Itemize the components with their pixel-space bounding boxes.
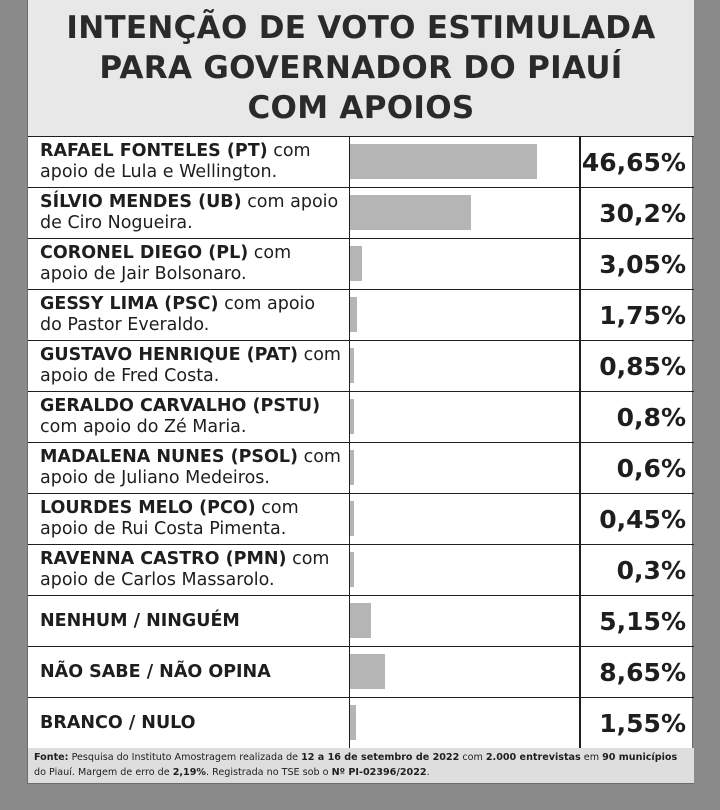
candidate-cell — [28, 698, 349, 748]
value-label: 46,65% — [579, 137, 694, 187]
value-label: 8,65% — [579, 647, 694, 697]
table-row — [28, 239, 694, 290]
candidate-text — [40, 141, 311, 183]
candidate-cell — [28, 647, 349, 697]
candidate-name: LOURDES MELO (PCO) — [40, 498, 256, 518]
bar-cell — [349, 239, 579, 289]
table-row — [28, 188, 694, 239]
candidate-cell — [28, 443, 349, 493]
candidate-cell — [28, 137, 349, 187]
source-municipalities: 90 municípios — [602, 752, 678, 763]
candidate-support: com apoio — [218, 294, 316, 314]
candidate-name: GESSY LIMA (PSC) — [40, 294, 219, 314]
source-text: . Registrada no TSE sob o — [206, 767, 332, 778]
value-label: 5,15% — [579, 596, 694, 646]
candidate-name: SÍLVIO MENDES (UB) — [40, 192, 242, 212]
source-registration: Nº PI-02396/2022 — [331, 767, 427, 778]
candidate-name: NÃO SABE / NÃO OPINA — [40, 661, 271, 682]
candidate-text — [40, 498, 299, 540]
value-label: 0,8% — [579, 392, 694, 442]
candidate-support: com — [298, 345, 341, 365]
table-row — [28, 494, 694, 545]
bar-cell — [349, 341, 579, 391]
bar — [350, 144, 537, 179]
value-label: 0,3% — [579, 545, 694, 595]
bar — [350, 603, 371, 638]
bar-cell — [349, 698, 579, 748]
title-line-1: INTENÇÃO DE VOTO ESTIMULADA — [66, 10, 656, 46]
candidate-cell — [28, 239, 349, 289]
candidate-cell — [28, 290, 349, 340]
value-label: 0,45% — [579, 494, 694, 544]
bar — [350, 501, 354, 536]
candidate-support: apoio de Fred Costa. — [40, 366, 220, 386]
value-label: 1,75% — [579, 290, 694, 340]
bar — [350, 705, 356, 740]
table-row — [28, 545, 694, 596]
candidate-text — [40, 192, 338, 234]
candidate-support: com apoio do Zé Maria. — [40, 417, 247, 437]
candidate-cell — [28, 341, 349, 391]
source-text: com — [459, 752, 486, 763]
candidate-name: RAFAEL FONTELES (PT) — [40, 141, 268, 161]
candidate-support: do Pastor Everaldo. — [40, 315, 210, 335]
source-text: . — [426, 767, 430, 778]
table-row — [28, 137, 694, 188]
candidate-support: com — [298, 447, 341, 467]
results-table — [28, 136, 694, 749]
candidate-text — [40, 549, 329, 591]
bar-cell — [349, 443, 579, 493]
bar-cell — [349, 290, 579, 340]
source-label: Fonte: — [34, 752, 69, 763]
bar — [350, 246, 362, 281]
candidate-text — [40, 345, 341, 387]
bar-cell — [349, 545, 579, 595]
candidate-cell — [28, 392, 349, 442]
table-row — [28, 341, 694, 392]
table-row — [28, 647, 694, 698]
candidate-cell — [28, 596, 349, 646]
source-text: Pesquisa do Instituto Amostragem realizada de — [68, 752, 302, 763]
candidate-support: apoio de Juliano Medeiros. — [40, 468, 270, 488]
bar — [350, 450, 354, 485]
candidate-text — [40, 662, 271, 683]
bar — [350, 552, 354, 587]
candidate-text — [40, 447, 341, 489]
candidate-support: com — [248, 243, 292, 263]
candidate-cell — [28, 545, 349, 595]
candidate-support: com — [267, 141, 311, 161]
source-note — [28, 748, 694, 784]
bar — [350, 195, 471, 230]
bar-cell — [349, 188, 579, 238]
value-label: 1,55% — [579, 698, 694, 748]
bar — [350, 399, 354, 434]
candidate-text — [40, 611, 240, 632]
value-label: 3,05% — [579, 239, 694, 289]
table-row — [28, 392, 694, 443]
candidate-name: GUSTAVO HENRIQUE (PAT) — [40, 345, 299, 365]
title-line-3: COM APOIOS — [247, 90, 475, 126]
candidate-support: com — [255, 498, 299, 518]
title-line-2: PARA GOVERNADOR DO PIAUÍ — [99, 50, 623, 86]
bar — [350, 297, 357, 332]
bar — [350, 348, 354, 383]
candidate-support: com apoio — [241, 192, 339, 212]
bar-cell — [349, 494, 579, 544]
bar-cell — [349, 392, 579, 442]
candidate-name: RAVENNA CASTRO (PMN) — [40, 549, 287, 569]
source-margin: 2,19% — [172, 767, 207, 778]
value-label: 30,2% — [579, 188, 694, 238]
candidate-name: NENHUM / NINGUÉM — [40, 610, 240, 631]
bar-cell — [349, 137, 579, 187]
bar — [350, 654, 385, 689]
source-text: do Piauí. Margem de erro de — [34, 767, 173, 778]
table-row — [28, 596, 694, 647]
candidate-support: apoio de Jair Bolsonaro. — [40, 264, 247, 284]
candidate-text — [40, 713, 196, 734]
candidate-name: GERALDO CARVALHO (PSTU) — [40, 396, 321, 416]
candidate-name: CORONEL DIEGO (PL) — [40, 243, 249, 263]
candidate-text — [40, 243, 291, 285]
candidate-name: MADALENA NUNES (PSOL) — [40, 447, 299, 467]
table-row — [28, 698, 694, 749]
candidate-text — [40, 396, 320, 438]
source-interviews: 2.000 entrevistas — [485, 752, 581, 763]
candidate-support: apoio de Carlos Massarolo. — [40, 570, 275, 590]
bar-cell — [349, 596, 579, 646]
candidate-support: apoio de Lula e Wellington. — [40, 162, 278, 182]
table-row — [28, 443, 694, 494]
value-label: 0,6% — [579, 443, 694, 493]
candidate-cell — [28, 494, 349, 544]
candidate-cell — [28, 188, 349, 238]
source-dates: 12 a 16 de setembro de 2022 — [301, 752, 460, 763]
table-row — [28, 290, 694, 341]
candidate-name: BRANCO / NULO — [40, 712, 196, 733]
value-label: 0,85% — [579, 341, 694, 391]
candidate-text — [40, 294, 315, 336]
bar-cell — [349, 647, 579, 697]
poll-card — [27, 0, 693, 784]
chart-title — [28, 0, 694, 136]
candidate-support: apoio de Rui Costa Pimenta. — [40, 519, 287, 539]
candidate-support: de Ciro Nogueira. — [40, 213, 193, 233]
candidate-support: com — [286, 549, 330, 569]
source-text: em — [580, 752, 603, 763]
